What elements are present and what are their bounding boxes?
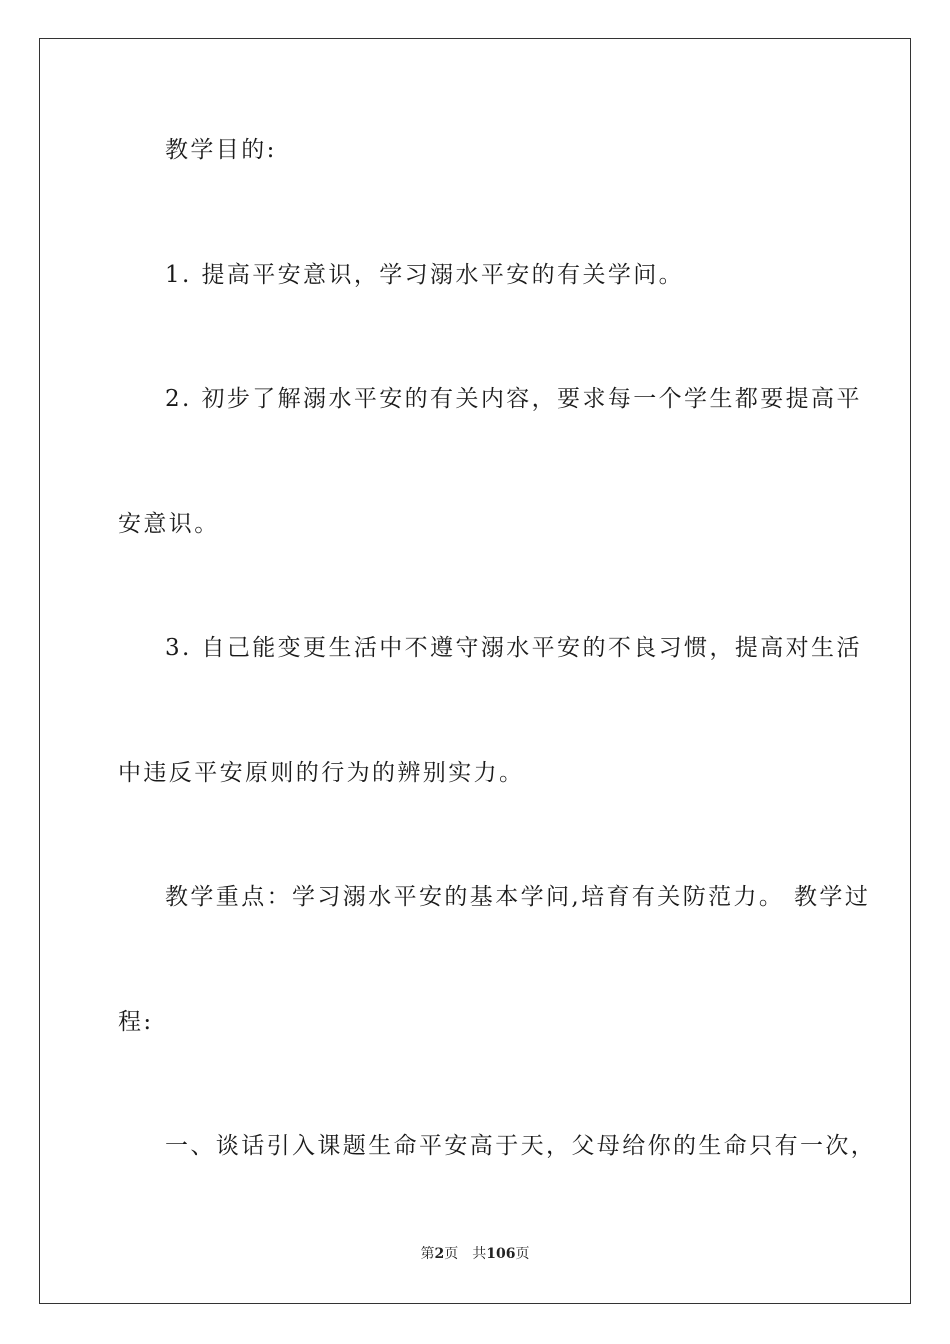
footer-page-suffix: 页 [444, 1246, 459, 1262]
text-line-5: 3. 自己能变更生活中不遵守溺水平安的不良习惯，提高对生活 [165, 635, 862, 661]
text-line-8: 程: [118, 1009, 154, 1035]
text-line-1: 教学目的: [165, 137, 277, 163]
footer-total-prefix: 共 [472, 1246, 487, 1262]
text-line-2: 1. 提高平安意识，学习溺水平安的有关学问。 [165, 262, 685, 288]
text-line-7: 教学重点：学习溺水平安的基本学问,培育有关防范力。 教学过 [165, 884, 871, 910]
page-footer [0, 1245, 950, 1263]
page-border [39, 38, 911, 1304]
text-line-9: 一、谈话引入课题生命平安高于天，父母给你的生命只有一次， [165, 1133, 877, 1159]
text-line-6: 中违反平安原则的行为的辨别实力。 [118, 760, 525, 786]
footer-page-number: 2 [434, 1246, 445, 1262]
footer-prefix: 第 [420, 1246, 435, 1262]
footer-total-suffix: 页 [515, 1246, 530, 1262]
footer-total-pages: 106 [486, 1246, 516, 1262]
text-line-3: 2. 初步了解溺水平安的有关内容，要求每一个学生都要提高平 [165, 386, 862, 412]
text-line-4: 安意识。 [118, 511, 220, 537]
